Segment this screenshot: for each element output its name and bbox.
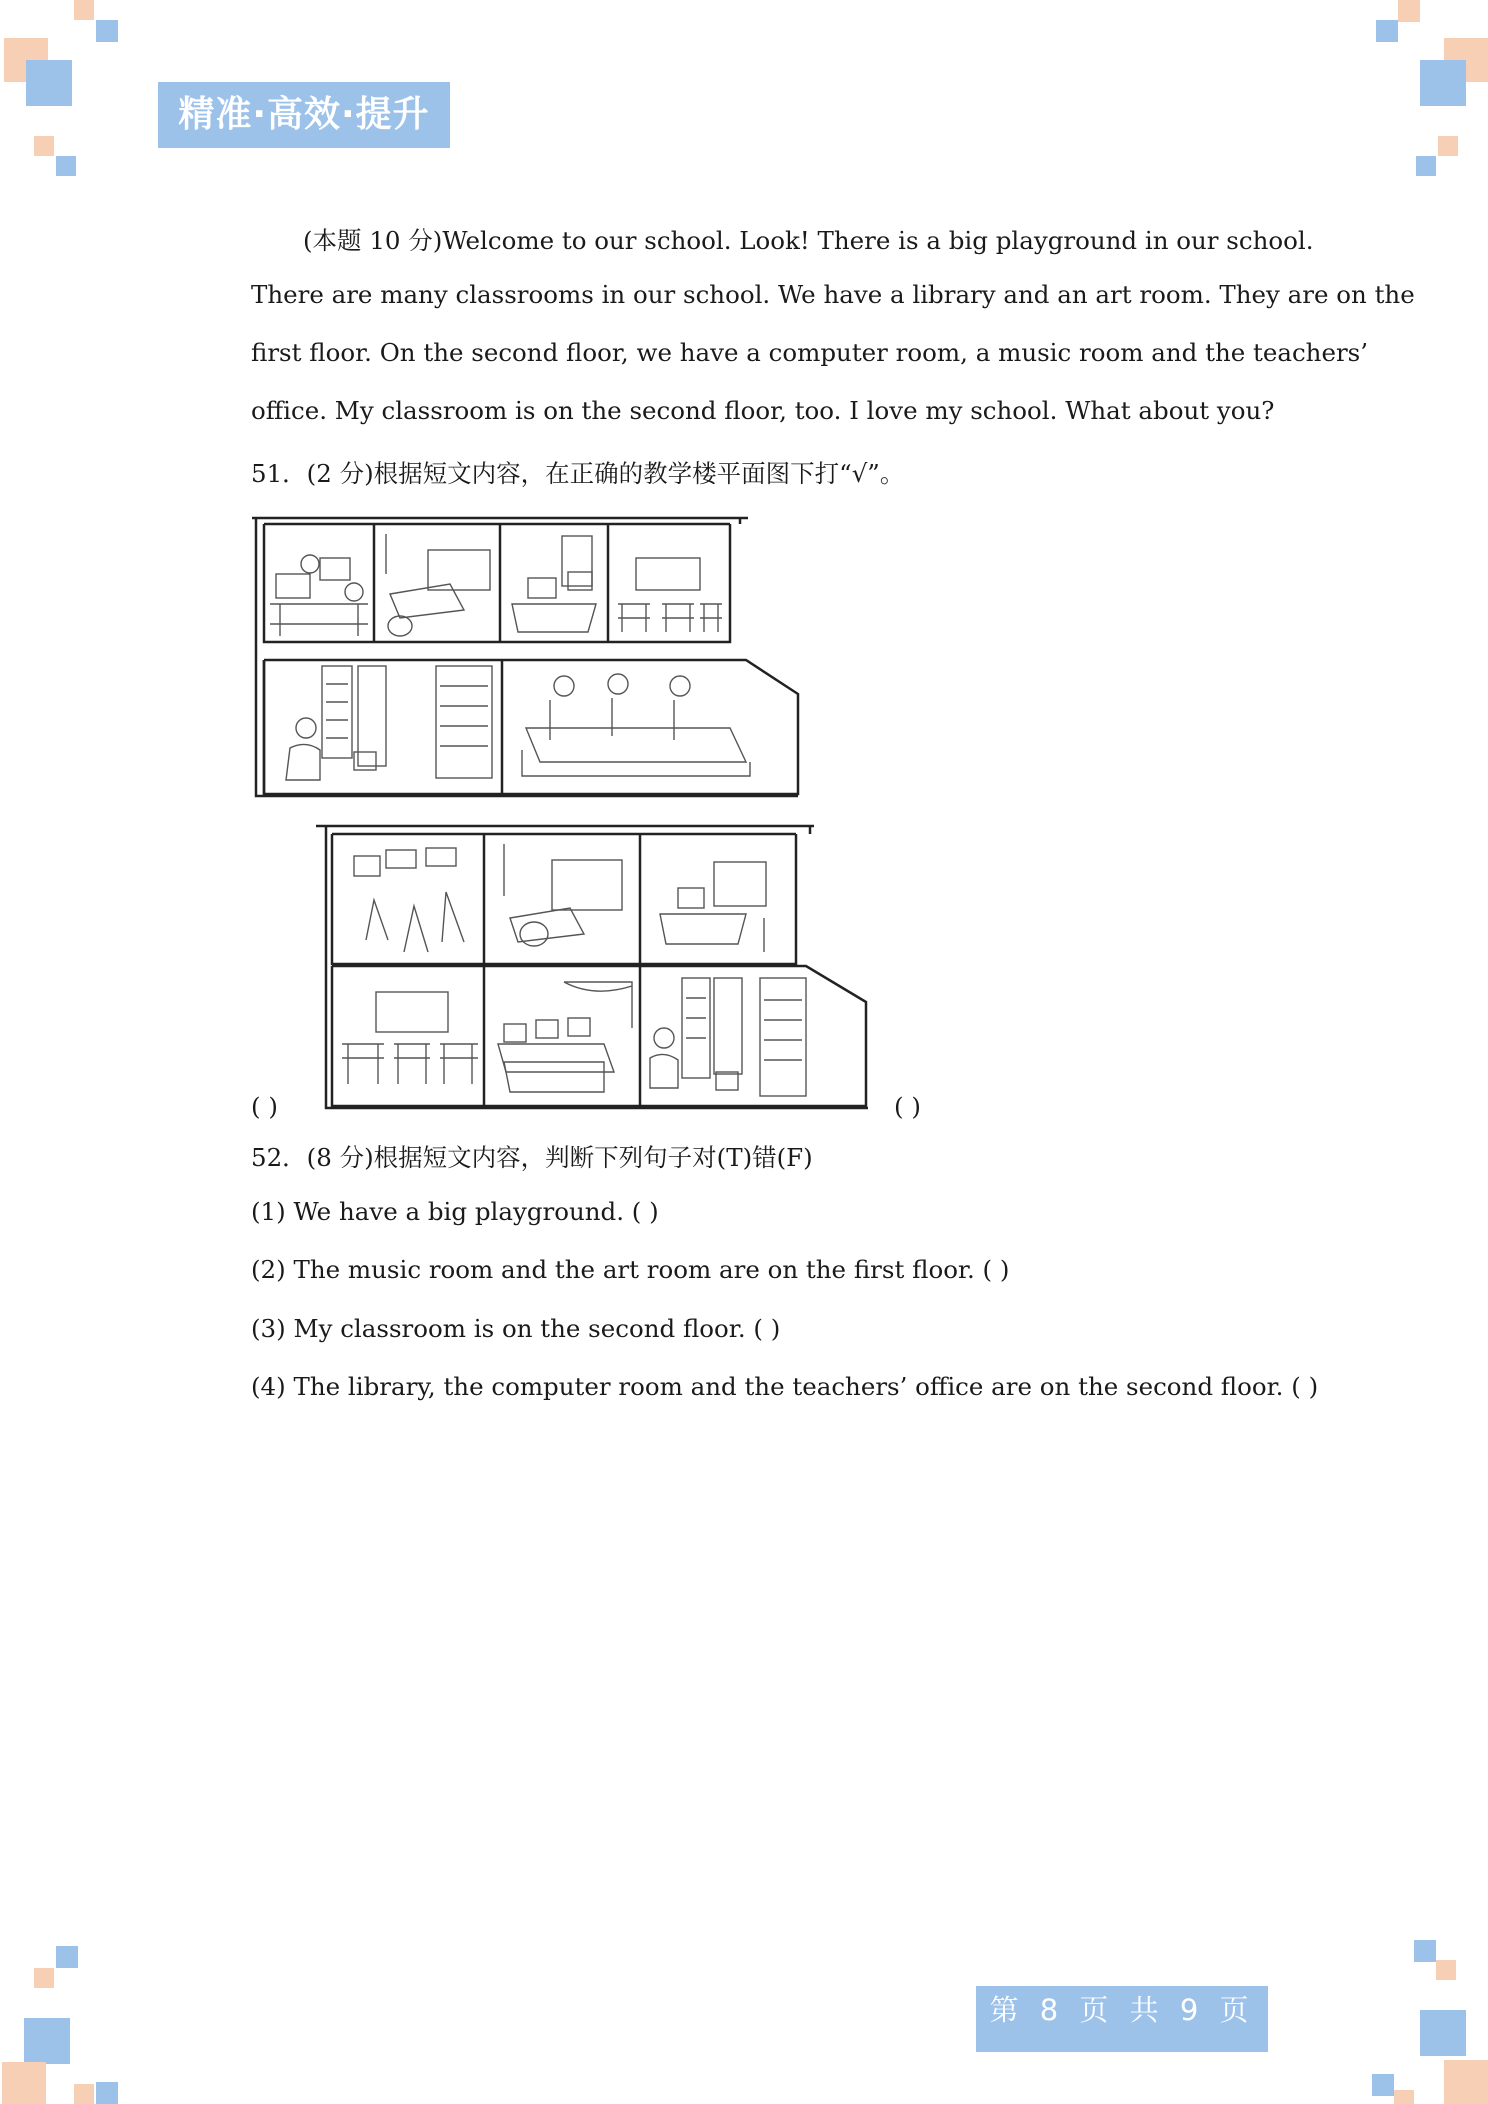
passage-line-3: first floor. On the second floor, we have a computer room, a music room and the teachers’: [251, 338, 1369, 367]
question-52-item-1: (1) We have a big playground. ( ): [251, 1197, 659, 1226]
question-52-item-3: (3) My classroom is on the second floor. ( ): [251, 1314, 781, 1343]
question-52-prompt: 52．(8 分)根据短文内容，判断下列句子对(T)错(F): [251, 1143, 813, 1172]
building-picture-1: [250, 514, 806, 800]
question-51-prompt: 51．(2 分)根据短文内容，在正确的教学楼平面图下打“√”。: [251, 459, 905, 488]
header-badge: 精准·高效·提升: [158, 82, 450, 148]
answer-bracket-left[interactable]: ( ): [251, 1092, 278, 1121]
page-number-footer: 第 8 页 共 9 页: [976, 1986, 1268, 2052]
building-picture-2: [314, 822, 874, 1112]
passage-line-4: office. My classroom is on the second floor, too. I love my school. What about you?: [251, 396, 1275, 425]
answer-bracket-right[interactable]: ( ): [894, 1092, 921, 1121]
question-52-item-2: (2) The music room and the art room are on the first floor. ( ): [251, 1255, 1010, 1284]
question-52-item-4: (4) The library, the computer room and the teachers’ office are on the second floor. ( ): [251, 1372, 1319, 1401]
passage-line-2: There are many classrooms in our school. We have a library and an art room. They are on the: [251, 280, 1415, 309]
passage-line-1: (本题 10 分)Welcome to our school. Look! There is a big playground in our school.: [303, 226, 1314, 255]
